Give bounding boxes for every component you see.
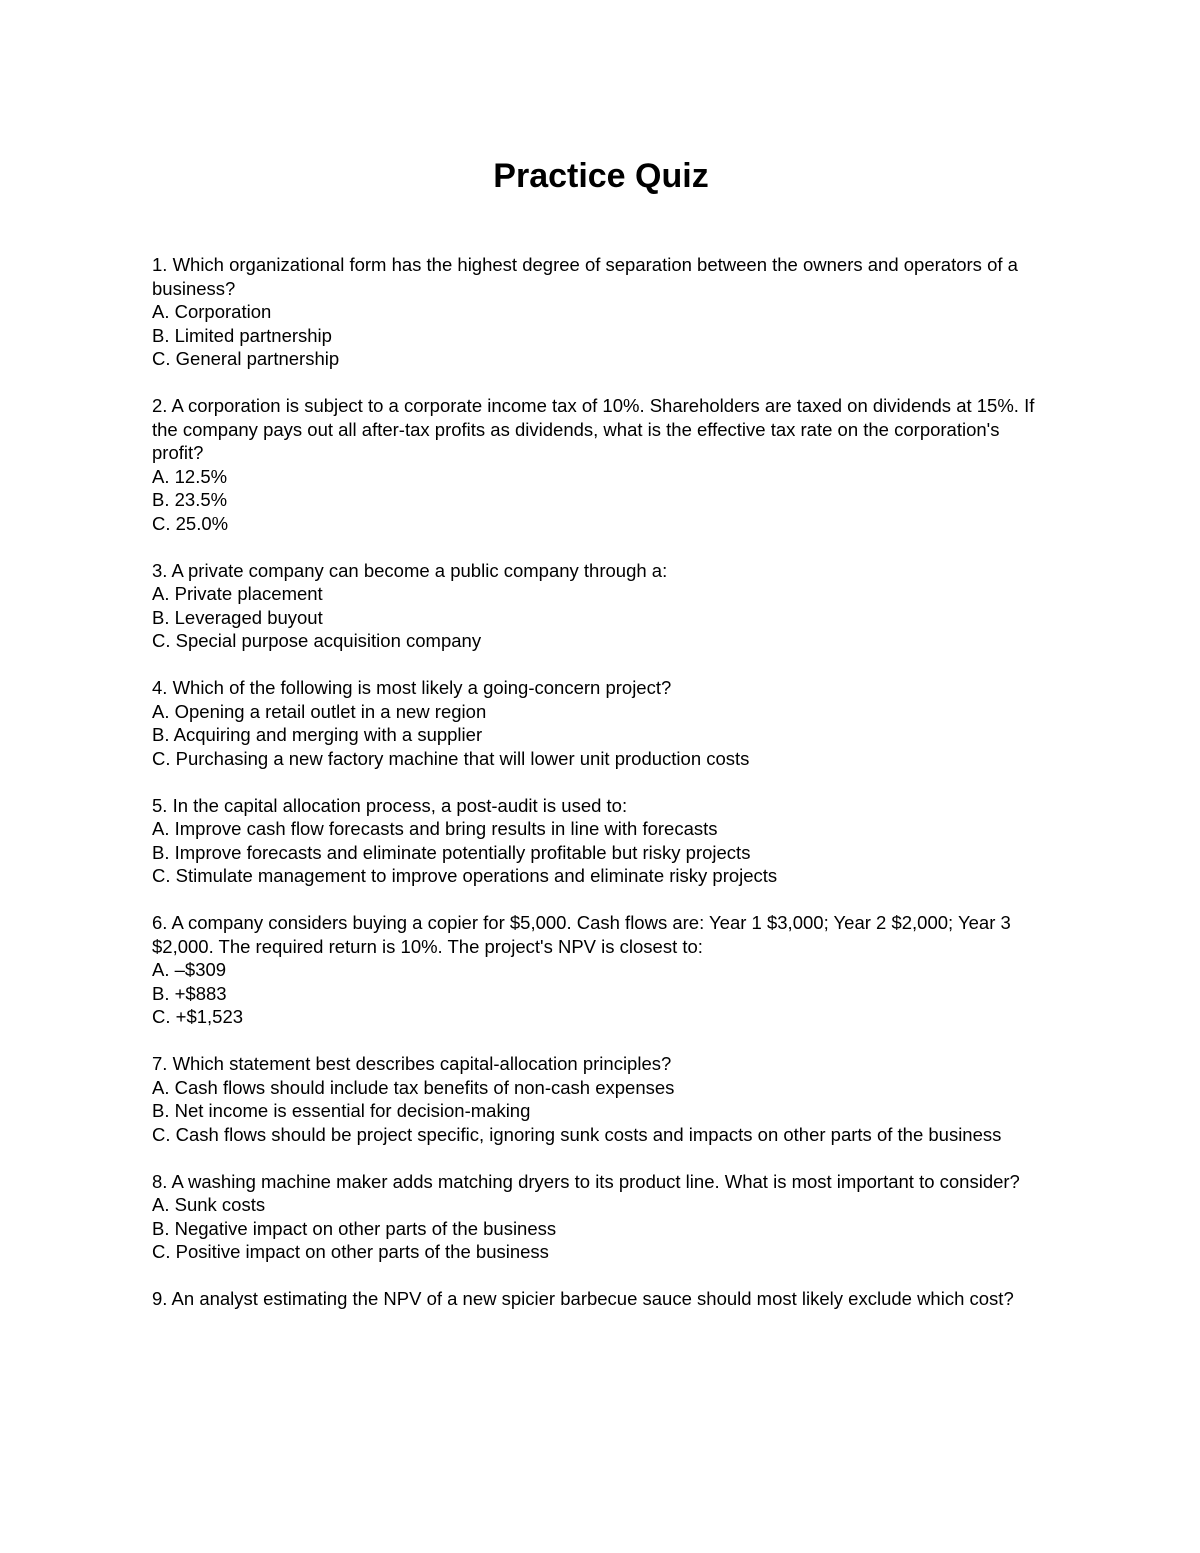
- answer-option: C. General partnership: [152, 348, 340, 369]
- question-text: 8. A washing machine maker adds matching dryers to its product line. What is most important to consider?: [152, 1170, 1020, 1192]
- answer-option: A. Sunk costs: [152, 1194, 266, 1215]
- answer-option: C. Purchasing a new factory machine that will lower unit production costs: [152, 747, 750, 769]
- answer-option: A. Improve cash flow forecasts and bring results in line with forecasts: [152, 818, 718, 839]
- question-9: [152, 1287, 1050, 1311]
- question-list: [152, 253, 1050, 1311]
- question-7: [152, 1052, 1050, 1146]
- answer-option: C. Special purpose acquisition company: [152, 630, 482, 651]
- question-text: 9. An analyst estimating the NPV of a new spicier barbecue sauce should most likely exclude which cost?: [152, 1288, 1014, 1309]
- answer-option: B. Net income is essential for decision-making: [152, 1100, 531, 1121]
- answer-option: B. Negative impact on other parts of the business: [152, 1217, 557, 1239]
- answer-option: A. 12.5%: [152, 465, 228, 487]
- answer-option: C. +$1,523: [152, 1006, 244, 1027]
- answer-option: C. 25.0%: [152, 512, 229, 534]
- question-text: 2. A corporation is subject to a corporate income tax of 10%. Shareholders are taxed on dividends at 15%. If the company pays out all after-tax profits as dividends, what is the effective tax rate on the corporation's profit?: [152, 395, 1035, 463]
- question-6: [152, 911, 1050, 1029]
- answer-option: C. Stimulate management to improve operations and eliminate risky projects: [152, 865, 778, 886]
- page-title: Practice Quiz: [493, 157, 709, 195]
- answer-option: C. Positive impact on other parts of the business: [152, 1241, 549, 1262]
- answer-option: B. Acquiring and merging with a supplier: [152, 724, 483, 745]
- answer-option: A. –$309: [152, 959, 227, 980]
- answer-option: C. Cash flows should be project specific, ignoring sunk costs and impacts on other parts of the business: [152, 1123, 1002, 1145]
- answer-option: B. Leveraged buyout: [152, 606, 323, 628]
- question-text: 7. Which statement best describes capital-allocation principles?: [152, 1053, 672, 1074]
- answer-option: A. Corporation: [152, 301, 272, 322]
- question-text: 6. A company considers buying a copier for $5,000. Cash flows are: Year 1 $3,000; Year 2 $2,000; Year 3 $2,000. The required return is 10%. The project's NPV is closest to:: [152, 912, 1011, 957]
- question-text: 3. A private company can become a public company through a:: [152, 559, 668, 581]
- question-8: [152, 1170, 1050, 1264]
- question-2: [152, 394, 1050, 535]
- answer-option: B. +$883: [152, 982, 227, 1004]
- question-5: [152, 794, 1050, 888]
- question-text: 4. Which of the following is most likely a going-concern project?: [152, 677, 672, 698]
- question-1: [152, 253, 1050, 371]
- answer-option: B. 23.5%: [152, 489, 228, 510]
- question-text: 1. Which organizational form has the highest degree of separation between the owners and operators of a business?: [152, 254, 1018, 299]
- question-3: [152, 559, 1050, 653]
- answer-option: B. Limited partnership: [152, 324, 332, 346]
- answer-option: A. Private placement: [152, 583, 323, 604]
- question-text: 5. In the capital allocation process, a post-audit is used to:: [152, 794, 628, 816]
- question-4: [152, 676, 1050, 770]
- answer-option: A. Cash flows should include tax benefits of non-cash expenses: [152, 1076, 675, 1098]
- answer-option: B. Improve forecasts and eliminate potentially profitable but risky projects: [152, 841, 751, 863]
- answer-option: A. Opening a retail outlet in a new region: [152, 700, 487, 722]
